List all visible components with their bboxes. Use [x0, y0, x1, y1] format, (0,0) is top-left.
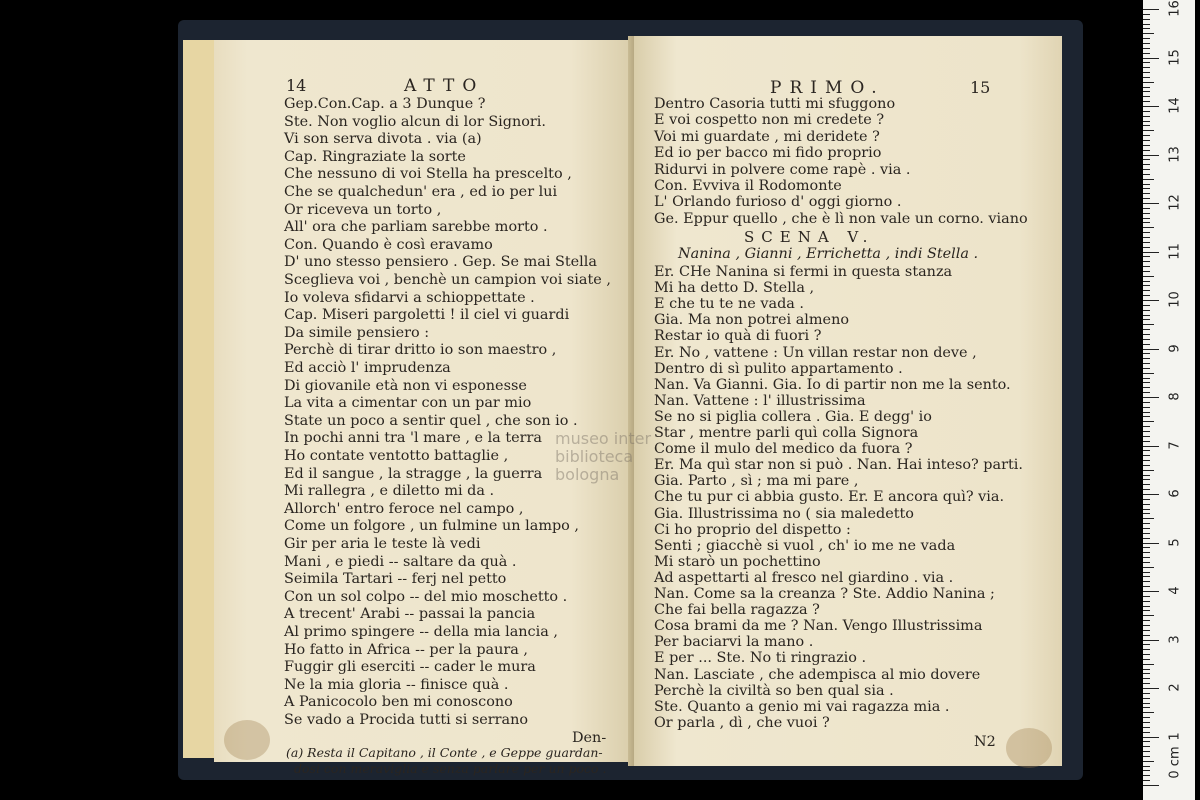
ruler-tick	[1143, 106, 1159, 107]
ruler-tick	[1143, 33, 1154, 34]
ruler-number: 10	[1167, 291, 1183, 308]
ruler-tick	[1143, 285, 1150, 286]
text-line: Al primo spingere -- della mia lancia ,	[284, 624, 558, 640]
ruler-tick	[1143, 509, 1150, 510]
ruler-tick	[1143, 43, 1150, 44]
text-line: Mi ha detto D. Stella ,	[654, 280, 815, 297]
ruler-tick	[1143, 586, 1150, 587]
ruler-tick	[1143, 436, 1150, 437]
ruler-tick	[1143, 310, 1150, 311]
text-line: Er. CHe Nanina si fermi in questa stanza	[654, 264, 953, 280]
left-catchword: Den-	[572, 730, 607, 746]
ruler-tick	[1143, 188, 1150, 189]
text-line: Con. Quando è così eravamo	[284, 236, 493, 253]
ruler-tick	[1143, 518, 1154, 519]
text-line: E per ... Ste. No ti ringrazio .	[654, 650, 867, 667]
ruler-tick	[1143, 130, 1154, 131]
ruler-tick	[1143, 766, 1150, 767]
text-line: Nan. Come sa la creanza ? Ste. Addio Nanina ;	[654, 586, 995, 602]
ruler-tick	[1143, 494, 1159, 495]
text-line: Ho contate ventotto battaglie ,	[284, 448, 509, 464]
ruler-tick	[1143, 407, 1150, 408]
text-line: Voi mi guardate , mi deridete ?	[654, 128, 880, 145]
ruler-tick	[1143, 552, 1150, 553]
text-line: Se no si piglia collera . Gia. E degg' io	[654, 408, 932, 425]
text-line: E che tu te ne vada .	[654, 296, 805, 313]
text-line: Gia. Parto , sì ; ma mi pare ,	[654, 473, 859, 490]
ruler-tick	[1143, 334, 1150, 335]
ruler-tick	[1143, 543, 1159, 544]
ruler-tick	[1143, 484, 1150, 485]
ruler-tick	[1143, 455, 1150, 456]
left-page-header: ATTO	[404, 76, 485, 96]
text-line: Senti ; giacchè si vuol , ch' io me ne vada	[654, 537, 956, 554]
ruler-tick	[1143, 450, 1150, 451]
ruler-tick	[1143, 53, 1150, 54]
ruler-tick	[1143, 727, 1150, 728]
text-line: Nan. Va Gianni. Gia. Io di partir non me la sento.	[654, 376, 1011, 393]
text-line: D' uno stesso pensiero . Gep. Se mai Stella	[284, 254, 597, 271]
ruler-tick	[1143, 184, 1150, 185]
ruler-tick	[1143, 392, 1150, 393]
ruler-tick	[1143, 91, 1150, 92]
ruler-tick	[1143, 276, 1154, 277]
text-line: Perchè la civiltà so ben qual sia .	[654, 682, 894, 699]
ruler-tick	[1143, 67, 1150, 68]
ruler-tick	[1143, 125, 1150, 126]
text-line: Fuggir gli eserciti -- cader le mura	[284, 659, 536, 676]
text-line: A trecent' Arabi -- passai la pancia	[284, 606, 536, 623]
ruler-tick	[1143, 780, 1150, 781]
ruler-tick	[1143, 785, 1159, 786]
ruler-tick	[1143, 48, 1150, 49]
watermark	[555, 430, 651, 484]
text-line: Ge. Eppur quello , che è lì non vale un corno. viano	[654, 210, 1028, 227]
ruler-tick	[1143, 62, 1150, 63]
text-line: Mi rallegra , e diletto mi da .	[284, 483, 495, 500]
ruler-tick	[1143, 373, 1154, 374]
ruler-tick	[1143, 412, 1150, 413]
text-line: Di giovanile età non vi esponesse	[284, 377, 527, 394]
text-line: Che tu pur ci abbia gusto. Er. E ancora quì? via.	[654, 489, 1005, 506]
ruler-tick	[1143, 533, 1150, 534]
ruler-tick	[1143, 72, 1150, 73]
text-line: La vita a cimentar con un par mio	[284, 395, 532, 412]
ruler-tick	[1143, 14, 1150, 15]
ruler-tick	[1143, 179, 1154, 180]
ruler-tick	[1143, 193, 1150, 194]
ruler-tick	[1143, 116, 1150, 117]
ruler-tick	[1143, 281, 1150, 282]
ruler-tick	[1143, 368, 1150, 369]
ruler-number: 5	[1167, 537, 1183, 547]
ruler-tick	[1143, 208, 1150, 209]
text-line: All' ora che parliam sarebbe morto .	[284, 219, 548, 236]
right-page-number: 15	[970, 78, 991, 97]
text-line: State un poco a sentir quel , che son io .	[284, 412, 578, 429]
ruler-tick	[1143, 620, 1150, 621]
ruler-tick	[1143, 751, 1150, 752]
ruler-tick	[1143, 741, 1150, 742]
ruler-tick	[1143, 28, 1150, 29]
ruler-number: 9	[1167, 343, 1183, 353]
ruler-tick	[1143, 504, 1150, 505]
ruler-tick	[1143, 363, 1150, 364]
text-line: Allorch' entro feroce nel campo ,	[284, 500, 524, 517]
text-line: Gia. Illustrissima no ( sia maledetto	[654, 505, 914, 522]
watermark-line: biblioteca	[555, 447, 634, 466]
ruler-tick	[1143, 339, 1150, 340]
ruler-tick	[1143, 669, 1150, 670]
text-line: Dentro Casoria tutti mi sfuggono	[654, 96, 896, 112]
text-line: In pochi anni tra 'l mare , e la terra	[284, 430, 542, 447]
ruler-tick	[1143, 606, 1150, 607]
ruler-tick	[1143, 654, 1150, 655]
watermark-line: museo inter	[555, 429, 652, 448]
text-line: Or riceveva un torto ,	[284, 201, 442, 218]
ruler-tick	[1143, 601, 1150, 602]
text-line: A Panicocolo ben mi conoscono	[284, 694, 513, 711]
ruler-tick	[1143, 19, 1150, 20]
ruler-tick	[1143, 58, 1159, 59]
ruler-tick	[1143, 353, 1150, 354]
ruler-tick	[1143, 649, 1150, 650]
ruler-tick	[1143, 475, 1150, 476]
text-line: Star , mentre parli quì colla Signora	[654, 425, 919, 441]
ruler-tick	[1143, 717, 1150, 718]
text-line: Da simile pensiero :	[284, 324, 430, 341]
ruler-tick	[1143, 266, 1150, 267]
ruler-number: 2	[1167, 683, 1183, 692]
text-line: Nan. Lasciate , che adempisca al mio dovere	[654, 666, 981, 683]
ruler-tick	[1143, 538, 1150, 539]
text-line: Io voleva sfidarvi a schioppettate .	[284, 289, 535, 306]
ruler-tick	[1143, 698, 1150, 699]
ruler-tick	[1143, 82, 1154, 83]
ruler-tick	[1143, 169, 1150, 170]
ruler-tick	[1143, 416, 1150, 417]
ruler-tick	[1143, 576, 1150, 577]
ruler-tick	[1143, 295, 1150, 296]
ruler-number: 11	[1167, 242, 1183, 260]
ruler-number: 13	[1167, 145, 1183, 163]
ruler-tick	[1143, 610, 1150, 611]
ruler-tick	[1143, 678, 1150, 679]
ruler-tick	[1143, 402, 1150, 403]
ruler-number: 8	[1167, 392, 1183, 401]
ruler-tick	[1143, 562, 1150, 563]
right-catchword: N2	[974, 734, 996, 750]
page-stain	[224, 720, 270, 760]
footnote-line-1: (a) Resta il Capitano , il Conte , e Geppe guardan-	[286, 745, 603, 760]
ruler-tick	[1143, 460, 1150, 461]
ruler-tick	[1143, 426, 1150, 427]
text-line: Dentro di sì pulito appartamento .	[654, 360, 903, 377]
measuring-ruler	[1143, 0, 1195, 800]
ruler-label: 0 cm	[1167, 746, 1183, 779]
right-page	[634, 36, 1062, 766]
ruler-tick	[1143, 24, 1150, 25]
ruler-tick	[1143, 688, 1159, 689]
ruler-tick	[1143, 174, 1150, 175]
ruler-tick	[1143, 640, 1159, 641]
ruler-tick	[1143, 198, 1150, 199]
text-line: Sceglieva voi , benchè un campion voi siate ,	[284, 272, 611, 288]
text-line: Cosa brami da me ? Nan. Vengo Illustrissima	[654, 618, 983, 635]
ruler-tick	[1143, 222, 1150, 223]
ruler-tick	[1143, 712, 1154, 713]
ruler-tick	[1143, 761, 1154, 762]
ruler-tick	[1143, 155, 1159, 156]
text-line: Ne la mia gloria -- finisce quà .	[284, 676, 509, 693]
ruler-tick	[1143, 625, 1150, 626]
ruler-number: 1	[1167, 731, 1183, 741]
ruler-tick	[1143, 121, 1150, 122]
text-line: Se vado a Procida tutti si serrano	[284, 712, 529, 728]
left-page-number: 14	[286, 76, 307, 95]
ruler-tick	[1143, 203, 1159, 204]
text-line: Er. No , vattene : Un villan restar non deve ,	[654, 344, 977, 361]
ruler-tick	[1143, 77, 1150, 78]
text-line: Er. Ma quì star non si può . Nan. Hai inteso? parti.	[654, 457, 1023, 474]
ruler-tick	[1143, 135, 1150, 136]
ruler-tick	[1143, 746, 1150, 747]
ruler-tick	[1143, 271, 1150, 272]
ruler-tick	[1143, 387, 1150, 388]
ruler-tick	[1143, 9, 1159, 10]
text-line: Ridurvi in polvere come rapè . via .	[654, 161, 911, 178]
ruler-tick	[1143, 547, 1150, 548]
scene-title: SCENA V.	[744, 228, 875, 246]
ruler-tick	[1143, 382, 1150, 383]
ruler-tick	[1143, 315, 1150, 316]
left-page	[214, 40, 634, 776]
ruler-tick	[1143, 499, 1150, 500]
ruler-tick	[1143, 397, 1159, 398]
ruler-tick	[1143, 329, 1150, 330]
ruler-number: 15	[1167, 48, 1183, 66]
ruler-tick	[1143, 213, 1150, 214]
text-line: L' Orlando furioso d' oggi giorno .	[654, 194, 902, 211]
ruler-tick	[1143, 159, 1150, 160]
ruler-tick	[1143, 101, 1150, 102]
scene-characters: Nanina , Gianni , Errichetta , indi Stella .	[678, 246, 979, 262]
text-line: Ed io per bacco mi fido proprio	[654, 145, 882, 162]
ruler-tick	[1143, 523, 1150, 524]
ruler-tick	[1143, 446, 1159, 447]
ruler-tick	[1143, 421, 1154, 422]
ruler-tick	[1143, 683, 1150, 684]
ruler-tick	[1143, 581, 1150, 582]
ruler-tick	[1143, 305, 1150, 306]
text-line: Che se qualchedun' era , ed io per lui	[284, 184, 558, 200]
ruler-tick	[1143, 644, 1150, 645]
ruler-tick	[1143, 470, 1154, 471]
text-line: Con un sol colpo -- del mio moschetto .	[284, 588, 568, 605]
ruler-tick	[1143, 164, 1150, 165]
text-line: Mani , e piedi -- saltare da quà .	[284, 553, 517, 570]
text-line: Seimila Tartari -- ferj nel petto	[284, 571, 507, 588]
text-line: Ho fatto in Africa -- per la paura ,	[284, 641, 529, 658]
ruler-tick	[1143, 756, 1150, 757]
ruler-tick	[1143, 664, 1154, 665]
ruler-tick	[1143, 732, 1150, 733]
ruler-tick	[1143, 441, 1150, 442]
ruler-number: 14	[1167, 97, 1183, 114]
text-line: Ed il sangue , la stragge , la guerra	[284, 465, 543, 482]
text-line: Per baciarvi la mano .	[654, 634, 814, 651]
ruler-tick	[1143, 615, 1154, 616]
ruler-tick	[1143, 324, 1154, 325]
footnote-line-2: dosi con meraviglia e senza parlare per un poco .	[294, 761, 607, 776]
ruler-tick	[1143, 693, 1150, 694]
ruler-tick	[1143, 596, 1150, 597]
ruler-number: 6	[1167, 489, 1183, 498]
ruler-number: 12	[1167, 194, 1183, 211]
ruler-tick	[1143, 256, 1150, 257]
ruler-tick	[1143, 145, 1150, 146]
ruler-tick	[1143, 591, 1159, 592]
text-line: Con. Evviva il Rodomonte	[654, 178, 842, 194]
text-line: Ad aspettarti al fresco nel giardino . via .	[654, 569, 954, 586]
ruler-tick	[1143, 703, 1150, 704]
ruler-tick	[1143, 96, 1150, 97]
ruler-tick	[1143, 673, 1150, 674]
text-line: E voi cospetto non mi credete ?	[654, 112, 885, 129]
right-page-header: PRIMO.	[770, 78, 885, 98]
text-line: Gir per aria le teste là vedi	[284, 536, 481, 552]
text-line: Come il mulo del medico da fuora ?	[654, 441, 913, 458]
text-line: Cap. Ringraziate la sorte	[284, 148, 466, 165]
ruler-tick	[1143, 290, 1150, 291]
ruler-tick	[1143, 232, 1150, 233]
ruler-tick	[1143, 557, 1150, 558]
ruler-tick	[1143, 770, 1150, 771]
ruler-tick	[1143, 567, 1154, 568]
text-line: Mi starò un pochettino	[654, 553, 821, 570]
ruler-tick	[1143, 150, 1150, 151]
ruler-tick	[1143, 140, 1150, 141]
page-stain	[1006, 728, 1052, 768]
ruler-tick	[1143, 737, 1159, 738]
ruler-tick	[1143, 87, 1150, 88]
ruler-tick	[1143, 111, 1150, 112]
ruler-tick	[1143, 528, 1150, 529]
text-line: Or parla , dì , che vuoi ?	[654, 714, 830, 731]
ruler-tick	[1143, 237, 1150, 238]
ruler-tick	[1143, 630, 1150, 631]
ruler-tick	[1143, 358, 1150, 359]
ruler-tick	[1143, 252, 1159, 253]
ruler-number: 16	[1167, 0, 1183, 17]
text-line: Cap. Miseri pargoletti ! il ciel vi guardi	[284, 307, 570, 324]
ruler-tick	[1143, 431, 1150, 432]
text-line: Come un folgore , un fulmine un lampo ,	[284, 518, 579, 535]
ruler-tick	[1143, 319, 1150, 320]
ruler-tick	[1143, 247, 1150, 248]
watermark-line: bologna	[555, 465, 620, 484]
ruler-tick	[1143, 635, 1150, 636]
text-line: Nan. Vattene : l' illustrissima	[654, 392, 866, 409]
ruler-tick	[1143, 218, 1150, 219]
text-line: Ed acciò l' imprudenza	[284, 360, 451, 376]
ruler-tick	[1143, 572, 1150, 573]
ruler-tick	[1143, 707, 1150, 708]
ruler-number: 4	[1167, 586, 1183, 595]
ruler-tick	[1143, 479, 1150, 480]
ruler-tick	[1143, 300, 1159, 301]
ruler-tick	[1143, 38, 1150, 39]
ruler-tick	[1143, 344, 1150, 345]
text-line: Ste. Non voglio alcun di lor Signori.	[284, 113, 546, 130]
text-line: Vi son serva divota . via (a)	[284, 131, 482, 148]
ruler-tick	[1143, 227, 1154, 228]
text-line: Che nessuno di voi Stella ha prescelto ,	[284, 166, 572, 183]
ruler-tick	[1143, 378, 1150, 379]
ruler-tick	[1143, 242, 1150, 243]
ruler-number: 7	[1167, 440, 1183, 450]
text-line: Restar io quà di fuori ?	[654, 328, 822, 345]
ruler-tick	[1143, 261, 1150, 262]
ruler-tick	[1143, 513, 1150, 514]
ruler-tick	[1143, 465, 1150, 466]
ruler-number: 3	[1167, 634, 1183, 644]
ruler-tick	[1143, 775, 1150, 776]
ruler-tick	[1143, 722, 1150, 723]
ruler-tick	[1143, 489, 1150, 490]
text-line: Ste. Quanto a genio mi vai ragazza mia .	[654, 698, 950, 715]
text-line: Gia. Ma non potrei almeno	[654, 312, 849, 329]
ruler-tick	[1143, 349, 1159, 350]
text-line: Perchè di tirar dritto io son maestro ,	[284, 342, 557, 359]
text-line: Gep.Con.Cap. a 3 Dunque ?	[284, 96, 486, 112]
text-line: Ci ho proprio del dispetto :	[654, 521, 851, 538]
text-line: Che fai bella ragazza ?	[654, 602, 820, 619]
ruler-tick	[1143, 659, 1150, 660]
